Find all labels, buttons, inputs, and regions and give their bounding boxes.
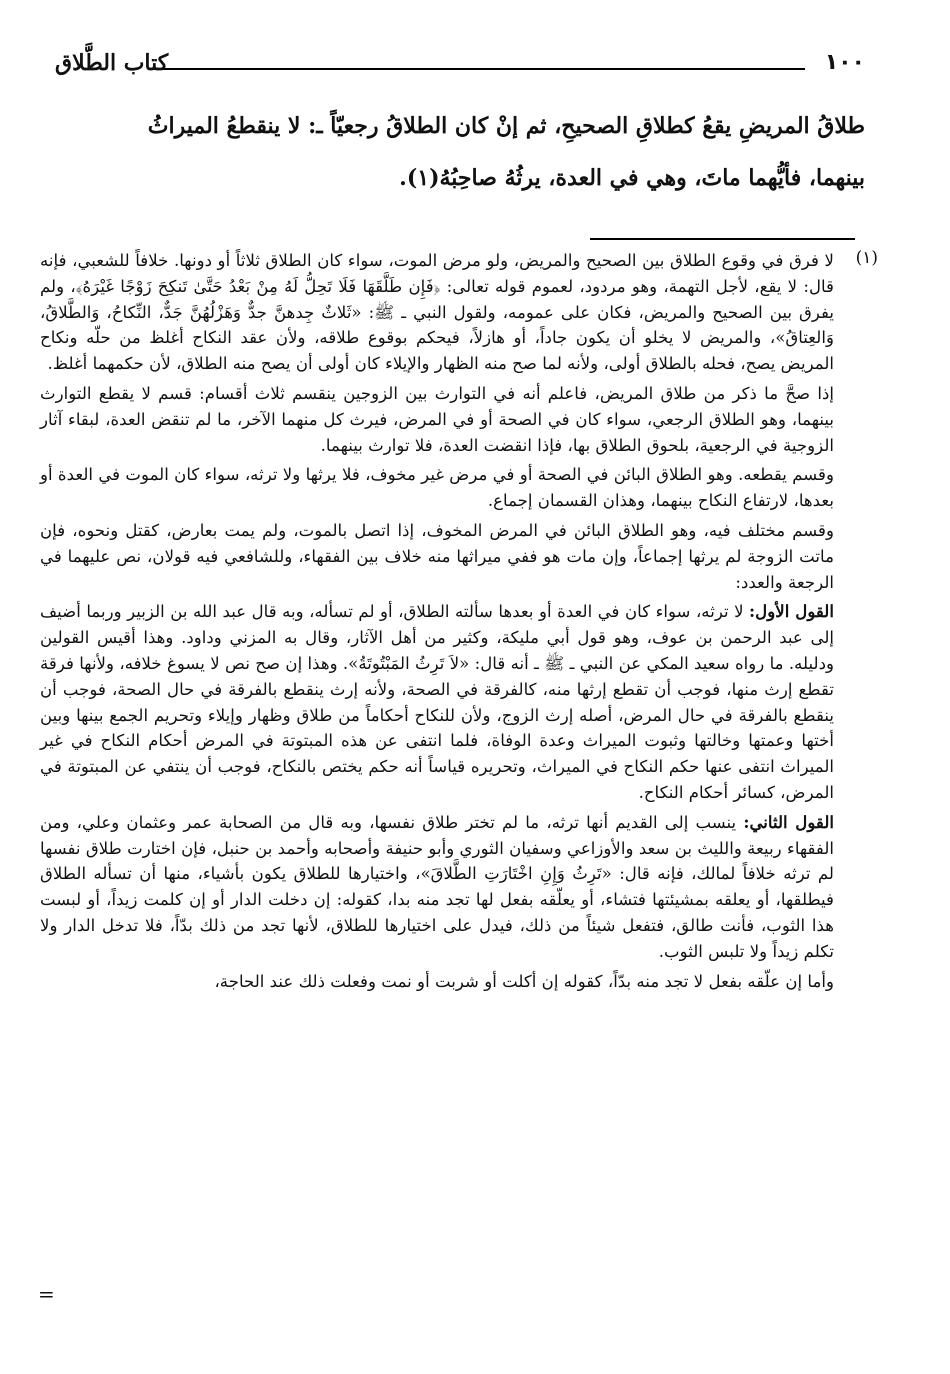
main-text-line: طلاقُ المريضِ يقعُ كطلاقِ الصحيحِ، ثم إنْ كان الطلاقُ رجعيّاً ـ: لا ينقطعُ الميراثُ (147, 113, 865, 139)
footnote-paragraph: وأما إن علّقه بفعل لا تجد منه بدّاً، كقوله إن أكلت أو شربت أو نمت وفعلت ذلك عند الحاجة، (214, 971, 834, 991)
section-heading: القول الثاني: (743, 811, 834, 832)
footnote-paragraph: القول الأول: لا ترثه، سواء كان في العدة أو بعدها سألته الطلاق، أو لم تسأله، وبه قال عبد الله بن الزبير وربما أضيف إلى عبد الرحمن بن عوف، وهو قول أبي مليكة، وكثير من أهل الآثار، وقال به المزني وداود. وهذا أقيس القولين ودليله. ما رواه سعيد المكي عن النبي ـ ﷺ ـ أنه قال: «لاَ تَرِثُ المَبْتُوتَةُ». وهذا إن صح نص لا يسوغ خلافه، ولأنها فرقة تقطع إرث منها، فوجب أن تقطع إرثها منه، كالفرقة في الصحة، ولأنه إرث ينقطع بالفرقة في حال الصحة، فوجب أن ينقطع بالفرقة في حال المرض، أصله إرث الزوج، ولأن للنكاح أحكاماً من طلاق وظهار وإيلاء وتحريم الجمع بينها وبين أختها وعمتها وخالتها وثبوت الميراث وعدة الوفاة، فلما انتفى عن هذه المبتوتة في المرض أحكام النكاح في غير الميراث انتفى عنها حكم النكاح في الميراث، وتحريره قياساً أنه حكم يختص بالنكاح، فوجب أن ينتفي عن المبتوتة في المرض، كسائر أحكام النكاح. (40, 601, 834, 802)
header-rule (150, 68, 805, 70)
main-text (55, 100, 865, 204)
section-heading: القول الأول: (749, 601, 834, 622)
footnote-paragraph: لا فرق في وقوع الطلاق بين الصحيح والمريض، ولو مرض الموت، سواء كان الطلاق ثلاثاً أو دونها. خلافاً للشعبي، فإنه قال: لا يقع، لأجل التهمة، وهو مردود، لعموم قوله تعالى: ﴿فَإِن طَلَّقَهَا فَلَا تَحِلُّ لَهُ مِنْ بَعْدُ حَتَّىٰ تَنكِحَ زَوْجًا غَيْرَهُ﴾، ولم يفرق بين الصحيح والمريض، فكان على عمومه، ولقول النبي ـ ﷺ: «ثَلاثٌ جِدهنَّ جدٌّ وَهَزْلُهُنَّ جَدٌّ، النِّكاحُ، وَالطَّلاقُ، وَالعِتاقُ»، والمريض لا يخلو أن يكون جاداً، أو هازلاً، فيحكم بوقوع طلاقه، ولأن عقد النكاح أغلظ من حلّه ونكاح المريض يصح، فحله بالطلاق أولى، ولأنه لما صح منه الظهار والإيلاء كان أولى أن يصح منه الطلاق، لأن حكمهما أغلظ. (40, 251, 834, 374)
page-header (55, 50, 865, 90)
footnote-marker: (١) (855, 248, 878, 268)
footnote-body (40, 248, 834, 994)
footnotes (40, 248, 878, 996)
footnote-paragraph: إذا صحَّ ما ذكر من طلاق المريض، فاعلم أنه في التوارث بين الزوجين ينقسم ثلاث أقسام: قسم لا يقطع التوارث بينهما، وهو الطلاق الرجعي، سواء كان في الصحة أو في المرض، فيرث كل منهما الآخر، ما لم تنقض العدة، لبقاء آثار الزوجية في الرجعية، بلحوق الطلاق بها، فإذا انقضت العدة، فلا توارث بينهما. (40, 383, 834, 455)
footnote-paragraph: وقسم مختلف فيه، وهو الطلاق البائن في المرض المخوف، إذا اتصل بالموت، ولم يمت بعارض، كقتل ونحوه، فإن ماتت الزوجة لم يرثها إجماعاً، وإن مات هو ففي ميراثها منه خلاف بين الفقهاء، وللشافعي فيه قولان، نص عليهما في الرجعة والعدد: (40, 520, 834, 592)
page-number: ١٠٠ (824, 50, 865, 75)
footnote-paragraph: وقسم يقطعه. وهو الطلاق البائن في الصحة أو في مرض غير مخوف، فلا يرثها ولا ترثه، سواء كان الموت في العدة أو بعدها، لارتفاع النكاح بينهما، وهذان القسمان إجماع. (40, 465, 834, 511)
footnote-separator (590, 238, 855, 240)
book-title: كتاب الطَّلاق (55, 50, 169, 76)
continuation-mark: = (38, 1282, 55, 1306)
footnote-paragraph: القول الثاني: ينسب إلى القديم أنها ترثه، ما لم تختر طلاق نفسها، وبه قال من الصحابة عمر وعثمان وعلي، ومن الفقهاء ربيعة والليث بن سعد والأوزاعي وسفيان الثوري وأبو حنيفة وأصحابه وأحمد بن حنبل، فإن اختارت طلاق نفسها لم ترثه خلافاً لمالك، فإنه قال: «تَرِثُ وَإِنِ اخْتَارَتِ الطَّلاقَ»، واختيارها للطلاق يكون بأشياء، منها أن تسأله الطلاق فيطلقها، أو يعلقه بمشيئتها فتشاء، أو يعلّقه بفعل لها تجد منه بدا، كقوله: إن دخلت الدار أو إن كلمت زيداً، أو لبست هذا الثوب، فأنت طالق، فتفعل شيئاً من ذلك، فيدل على اختيارها للطلاق، لأنها تجد من ذلك بدّاً، فلا تدخل الدار ولا تكلم زيداً ولا تلبس الثوب. (40, 811, 834, 961)
main-text-line: بينهما، فأيُّهما ماتَ، وهي في العدة، يرثُهُ صاحِبُهُ(١). (399, 165, 865, 191)
